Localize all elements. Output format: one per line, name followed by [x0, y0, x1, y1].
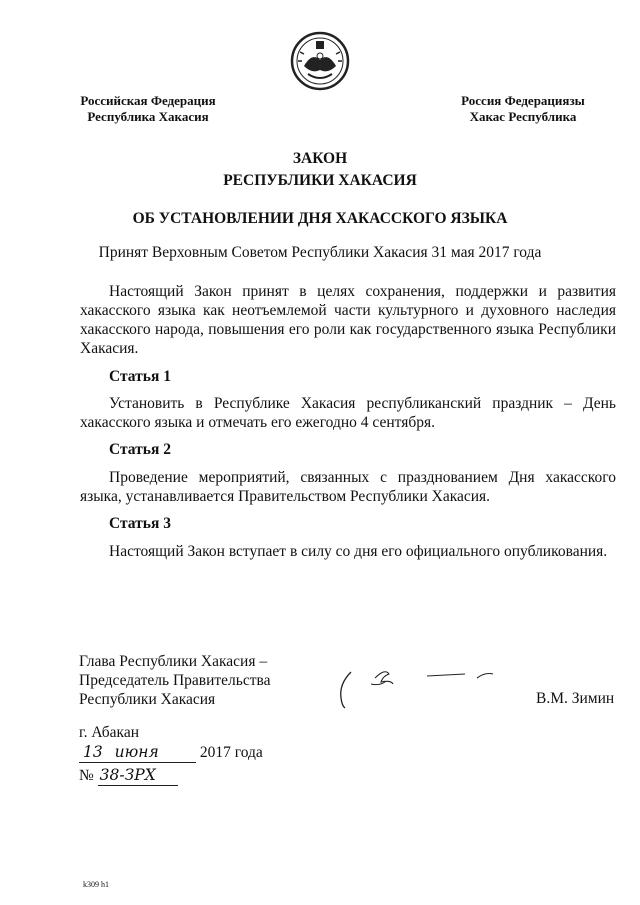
header-right — [448, 93, 598, 125]
signatory-name: В.М. Зимин — [536, 690, 615, 707]
date-month: июня — [114, 743, 159, 761]
header-left-line1: Российская Федерация — [80, 93, 216, 108]
place-city: г. Абакан — [79, 724, 140, 741]
preamble-paragraph — [80, 282, 616, 358]
date-day: 13 — [83, 743, 103, 761]
article-2-heading: Статья 2 — [109, 441, 171, 458]
signatory-position — [79, 652, 271, 709]
position-line2: Председатель Правительства — [79, 672, 271, 689]
law-title-line2: РЕСПУБЛИКИ ХАКАСИЯ — [223, 172, 417, 189]
date-year: 2017 года — [199, 744, 263, 761]
header-right-line1: Россия Федерациязы — [461, 93, 585, 108]
adoption-line: Принят Верховным Советом Республики Хакасия 31 мая 2017 года — [98, 244, 542, 261]
law-subject: ОБ УСТАНОВЛЕНИИ ДНЯ ХАКАССКОГО ЯЗЫКА — [132, 210, 508, 227]
footer-code: k309 h1 — [83, 880, 109, 889]
article-2-text: Проведение мероприятий, связанных с празднованием Дня хакасского языка, устанавливается Правительством Республики Хакасия. — [80, 469, 616, 505]
header-left — [68, 93, 228, 125]
date-line — [79, 743, 263, 763]
header-left-line2: Республика Хакасия — [87, 109, 209, 124]
position-line3: Республики Хакасия — [79, 691, 216, 708]
coat-of-arms-emblem — [290, 30, 350, 92]
law-number: 38-ЗРХ — [99, 766, 156, 784]
article-1-paragraph — [80, 394, 616, 432]
preamble-text: Настоящий Закон принят в целях сохранения, поддержки и развития хакасского языка как неотъемлемой части культурного и духовного наследия хакасского народа, повышения его роли как государственного языка Республики Хакасия. — [80, 283, 616, 357]
article-3-text: Настоящий Закон вступает в силу со дня его официального опубликования. — [109, 543, 608, 560]
article-3-paragraph — [80, 542, 616, 561]
header-right-line2: Хакас Республика — [469, 109, 577, 124]
law-title-line1: ЗАКОН — [292, 150, 348, 167]
article-3-heading: Статья 3 — [109, 515, 171, 532]
number-line — [79, 766, 178, 786]
position-line1: Глава Республики Хакасия – — [79, 653, 268, 670]
article-1-heading: Статья 1 — [109, 368, 171, 385]
handwritten-signature — [335, 662, 505, 712]
number-prefix: № — [79, 767, 94, 784]
article-1-text: Установить в Республике Хакасия республиканский праздник – День хакасского языка и отмечать его ежегодно 4 сентября. — [80, 395, 616, 431]
number-field — [98, 766, 178, 786]
date-handwritten-field — [79, 743, 196, 763]
article-2-paragraph — [80, 468, 616, 506]
